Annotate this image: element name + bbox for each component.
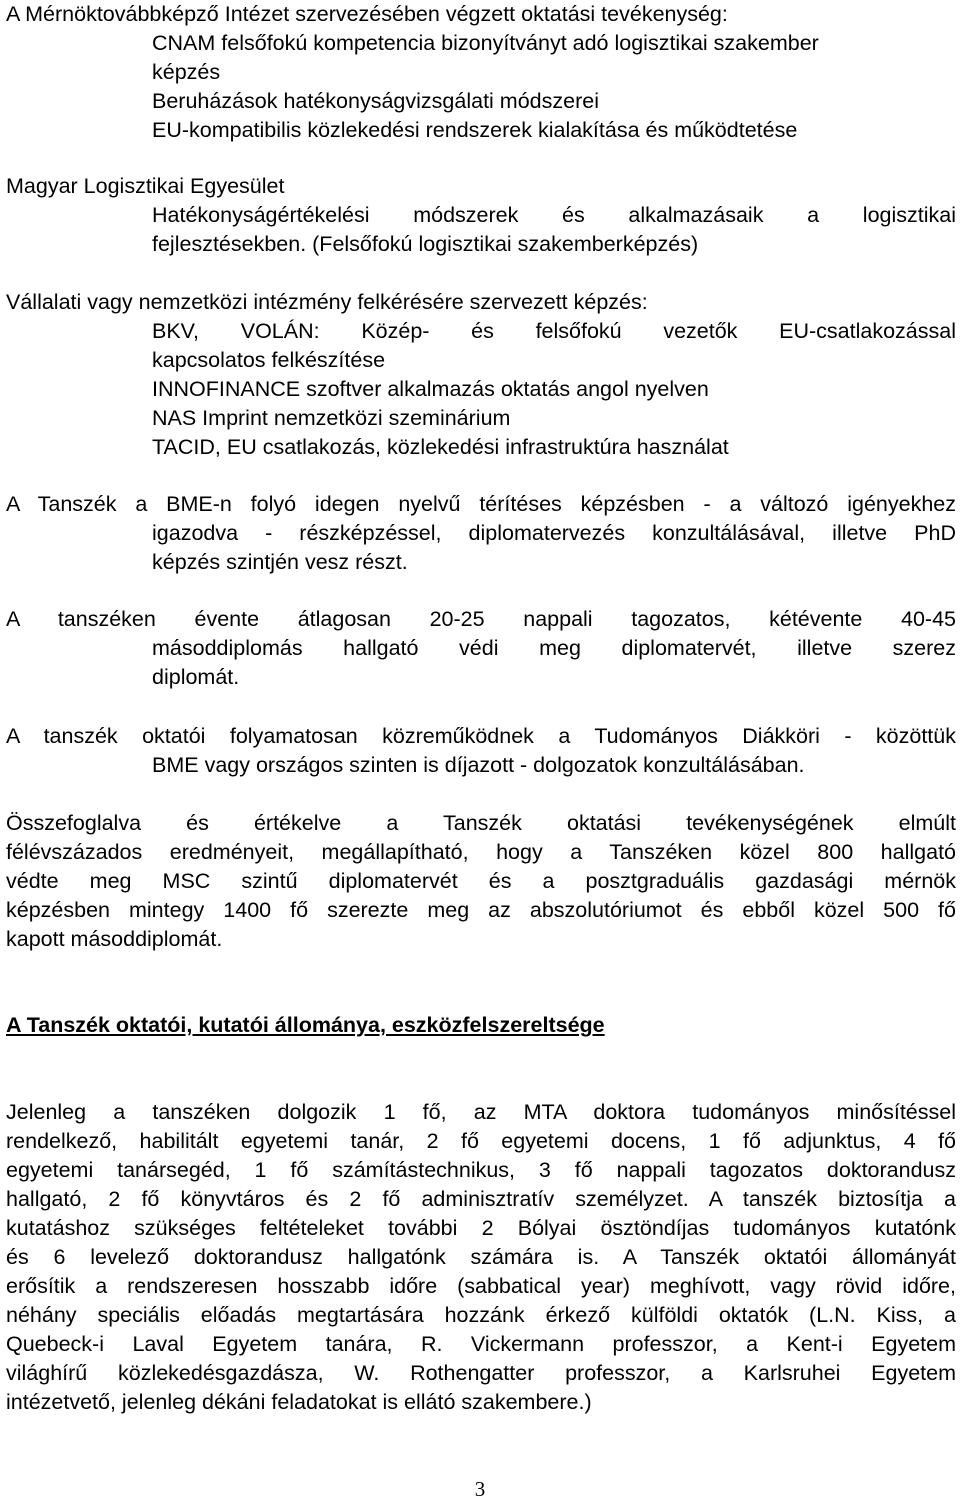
paragraph-line: Jelenleg a tanszéken dolgozik 1 fő, az MTA doktora tudományos minősítéssel bbox=[6, 1100, 956, 1124]
section-heading: A Tanszék oktatói, kutatói állománya, eszközfelszereltsége bbox=[6, 1013, 605, 1037]
corporate-line: BKV, VOLÁN: Közép- és felsőfokú vezetők EU-csatlakozással bbox=[152, 319, 956, 343]
paragraph-line: képzés szintjén vesz részt. bbox=[152, 550, 408, 574]
paragraph-line: BME vagy országos szinten is díjazott - dolgozatok konzultálásában. bbox=[152, 753, 805, 777]
association-line: Hatékonyságértékelési módszerek és alkalmazásaik a logisztikai bbox=[152, 203, 956, 227]
paragraph-line: hallgató, 2 fő könyvtáros és 2 fő adminisztratív személyzet. A tanszék biztosítja a bbox=[6, 1187, 956, 1211]
paragraph-line: A Tanszék a BME-n folyó idegen nyelvű térítéses képzésben - a változó igényekhez bbox=[6, 492, 956, 516]
paragraph-line: rendelkező, habilitált egyetemi tanár, 2 fő egyetemi docens, 1 fő adjunktus, 4 fő bbox=[6, 1129, 956, 1153]
paragraph-line: védte meg MSC szintű diplomatervét és a posztgraduális gazdasági mérnök bbox=[6, 869, 956, 893]
summary-paragraph bbox=[6, 809, 956, 954]
training-item: képzés bbox=[152, 60, 221, 84]
training-item: CNAM felsőfokú kompetencia bizonyítványt adó logisztikai szakember bbox=[152, 31, 819, 55]
corporate-item: NAS Imprint nemzetközi szeminárium bbox=[152, 406, 511, 430]
paragraph-line: egyetemi tanársegéd, 1 fő számítástechnikus, 3 fő nappali tagozatos doktorandusz bbox=[6, 1158, 956, 1182]
paragraph-line: Összefoglalva és értékelve a Tanszék oktatási tevékenységének elmúlt bbox=[6, 811, 956, 835]
paragraph-line: másoddiplomás hallgató védi meg diplomatervét, illetve szerez bbox=[152, 636, 956, 660]
paragraph-line: igazodva - részképzéssel, diplomatervezés konzultálásával, illetve PhD bbox=[152, 521, 956, 545]
corporate-item: TACID, EU csatlakozás, közlekedési infrastruktúra használat bbox=[152, 435, 729, 459]
paragraph-line: néhány speciális előadás megtartására hozzánk érkező külföldi oktatók (L.N. Kiss, a bbox=[6, 1303, 956, 1327]
paragraph-line: erősítik a rendszeresen hosszabb időre (sabbatical year) meghívott, vagy rövid időre, bbox=[6, 1274, 956, 1298]
paragraph-line: kutatáshoz szükséges feltételeket további 2 Bólyai ösztöndíjas tudományos kutatónk bbox=[6, 1216, 956, 1240]
paragraph-line: Quebeck-i Laval Egyetem tanára, R. Vickermann professzor, a Kent-i Egyetem bbox=[6, 1332, 956, 1356]
corporate-intro: Vállalati vagy nemzetközi intézmény felkérésére szervezett képzés: bbox=[6, 290, 648, 314]
paragraph-line: képzésben mintegy 1400 fő szerezte meg az abszolutóriumot és ebből közel 500 fő bbox=[6, 898, 956, 922]
corporate-item: INNOFINANCE szoftver alkalmazás oktatás angol nyelven bbox=[152, 377, 709, 401]
tdk-paragraph bbox=[6, 722, 956, 780]
association-line: fejlesztésekben. (Felsőfokú logisztikai szakemberképzés) bbox=[152, 232, 699, 256]
paragraph-line: és 6 levelező doktorandusz hallgatónk számára is. A Tanszék oktatói állományát bbox=[6, 1245, 956, 1269]
paragraph-line: diplomát. bbox=[152, 665, 240, 689]
paragraph-line: kapott másoddiplomát. bbox=[6, 927, 223, 951]
foreign-training-paragraph bbox=[6, 490, 956, 577]
paragraph-line: világhírű közlekedésgazdásza, W. Rothengatter professzor, a Karlsruhei Egyetem bbox=[6, 1361, 956, 1385]
association-title: Magyar Logisztikai Egyesület bbox=[6, 174, 285, 198]
corporate-item: kapcsolatos felkészítése bbox=[152, 348, 386, 372]
paragraph-line: intézetvető, jelenleg dékáni feladatokat is ellátó szakembere.) bbox=[6, 1390, 592, 1414]
students-paragraph bbox=[6, 605, 956, 692]
paragraph-line: A tanszék oktatói folyamatosan közreműködnek a Tudományos Diákköri - közöttük bbox=[6, 724, 956, 748]
paragraph-line: A tanszéken évente átlagosan 20-25 nappali tagozatos, kétévente 40-45 bbox=[6, 607, 956, 631]
training-section bbox=[6, 0, 956, 145]
section-heading-block bbox=[6, 1011, 956, 1040]
paragraph-line: félévszázados eredményeit, megállapítható, hogy a Tanszéken közel 800 hallgató bbox=[6, 840, 956, 864]
association-section bbox=[6, 172, 956, 259]
training-item: EU-kompatibilis közlekedési rendszerek kialakítása és működtetése bbox=[152, 118, 798, 142]
corporate-section bbox=[6, 288, 956, 462]
training-item: Beruházások hatékonyságvizsgálati módszerei bbox=[152, 89, 599, 113]
training-intro: A Mérnöktovábbképző Intézet szervezésében végzett oktatási tevékenység: bbox=[6, 2, 728, 26]
staff-paragraph bbox=[6, 1098, 956, 1417]
page-number: 3 bbox=[474, 1477, 486, 1501]
